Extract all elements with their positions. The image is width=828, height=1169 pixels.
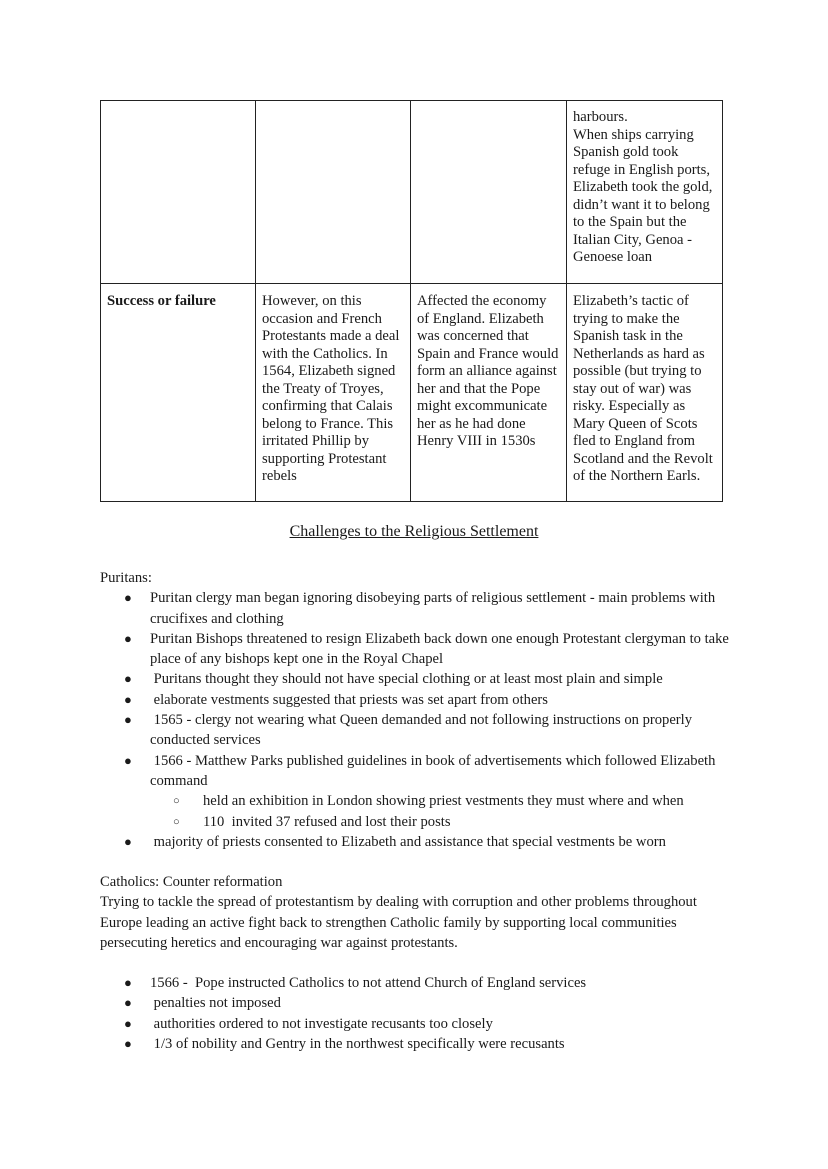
bullet-icon: ● bbox=[124, 1015, 132, 1031]
list-item: ● 1/3 of nobility and Gentry in the northwest specifically were recusants bbox=[100, 1034, 730, 1054]
puritans-sub-list bbox=[100, 791, 730, 832]
bullet-icon: ● bbox=[124, 671, 132, 687]
bullet-icon: ● bbox=[124, 590, 132, 606]
bullet-icon: ● bbox=[124, 630, 132, 646]
circle-bullet-icon: ○ bbox=[173, 815, 180, 828]
table-row bbox=[101, 101, 723, 284]
catholics-title: Catholics: Counter reformation bbox=[100, 874, 283, 890]
table-label-cell: Success or failure bbox=[101, 284, 256, 502]
bullet-icon: ● bbox=[124, 691, 132, 707]
comparison-table bbox=[100, 100, 723, 502]
catholics-paragraph: Trying to tackle the spread of protestantism by dealing with corruption and other problems throughout Europe leading an active fight back to strengthen Catholic family by supporting local communities persecuting heretics and encouraging war against protestants. bbox=[100, 894, 697, 951]
list-item: ● 1565 - clergy not wearing what Queen demanded and not following instructions on properly conducted services bbox=[124, 712, 696, 749]
list-item: ● elaborate vestments suggested that priests was set apart from others bbox=[100, 690, 730, 710]
sub-list-item: ○ 110 invited 37 refused and lost their posts bbox=[100, 812, 730, 832]
table-label-cell bbox=[101, 101, 256, 284]
bullet-icon: ● bbox=[124, 712, 132, 728]
bullet-icon: ● bbox=[124, 975, 132, 991]
list-item: ● majority of priests consented to Elizabeth and assistance that special vestments be worn bbox=[100, 832, 730, 852]
list-item: ● Puritans thought they should not have special clothing or at least most plain and simple bbox=[100, 669, 730, 689]
puritans-section bbox=[100, 568, 730, 852]
sub-list-item: ○ held an exhibition in London showing priest vestments they must where and when bbox=[100, 791, 730, 811]
table-row bbox=[101, 284, 723, 502]
catholics-section bbox=[100, 872, 730, 1054]
section-heading: Challenges to the Religious Settlement bbox=[289, 523, 539, 540]
list-item: ● 1566 - Pope instructed Catholics to not attend Church of England services bbox=[100, 973, 730, 993]
bullet-icon: ● bbox=[124, 833, 132, 849]
list-item: ● Puritan Bishops threatened to resign Elizabeth back down one enough Protestant clergyman to take place of any bishops kept one in the Royal Chapel bbox=[124, 630, 729, 668]
list-item: ● penalties not imposed bbox=[100, 993, 730, 1013]
bullet-icon: ● bbox=[124, 752, 132, 768]
table-cell: Elizabeth’s tactic of trying to make the Spanish task in the Netherlands as hard as possible (but trying to stay out of war) was risky. Especially as Mary Queen of Scots fled to England from Scotland and the Revolt of the Northern Earls. bbox=[567, 284, 723, 502]
table-cell: Affected the economy of England. Elizabeth was concerned that Spain and France would form an alliance against her and that the Pope might excommunicate her as he had done Henry VIII in 1530s bbox=[411, 284, 567, 502]
circle-bullet-icon: ○ bbox=[173, 795, 180, 808]
puritans-list bbox=[100, 588, 730, 852]
bullet-icon: ● bbox=[124, 995, 132, 1011]
puritans-title: Puritans: bbox=[100, 570, 152, 586]
list-item: ● 1566 - Matthew Parks published guidelines in book of advertisements which followed Elizabeth command ○ held an exhibition in London showing priest vestments they must where and when ○ 110 invited 37 refused and lost their posts bbox=[100, 751, 730, 832]
table-cell bbox=[256, 101, 411, 284]
catholics-list bbox=[100, 973, 730, 1054]
bullet-icon: ● bbox=[124, 1036, 132, 1052]
list-item: ● authorities ordered to not investigate recusants too closely bbox=[100, 1014, 730, 1034]
table-cell bbox=[411, 101, 567, 284]
list-item: ● Puritan clergy man began ignoring disobeying parts of religious settlement - main problems with crucifixes and clothing bbox=[124, 590, 716, 627]
table-cell: harbours. When ships carrying Spanish gold took refuge in English ports, Elizabeth took the gold, didn’t want it to belong to the Spain but the Italian City, Genoa - Genoese loan bbox=[567, 101, 723, 284]
table-cell: However, on this occasion and French Protestants made a deal with the Catholics. In 1564, Elizabeth signed the Treaty of Troyes, confirming that Calais belong to France. This irritated Phillip by supporting Protestant rebels bbox=[256, 284, 411, 502]
